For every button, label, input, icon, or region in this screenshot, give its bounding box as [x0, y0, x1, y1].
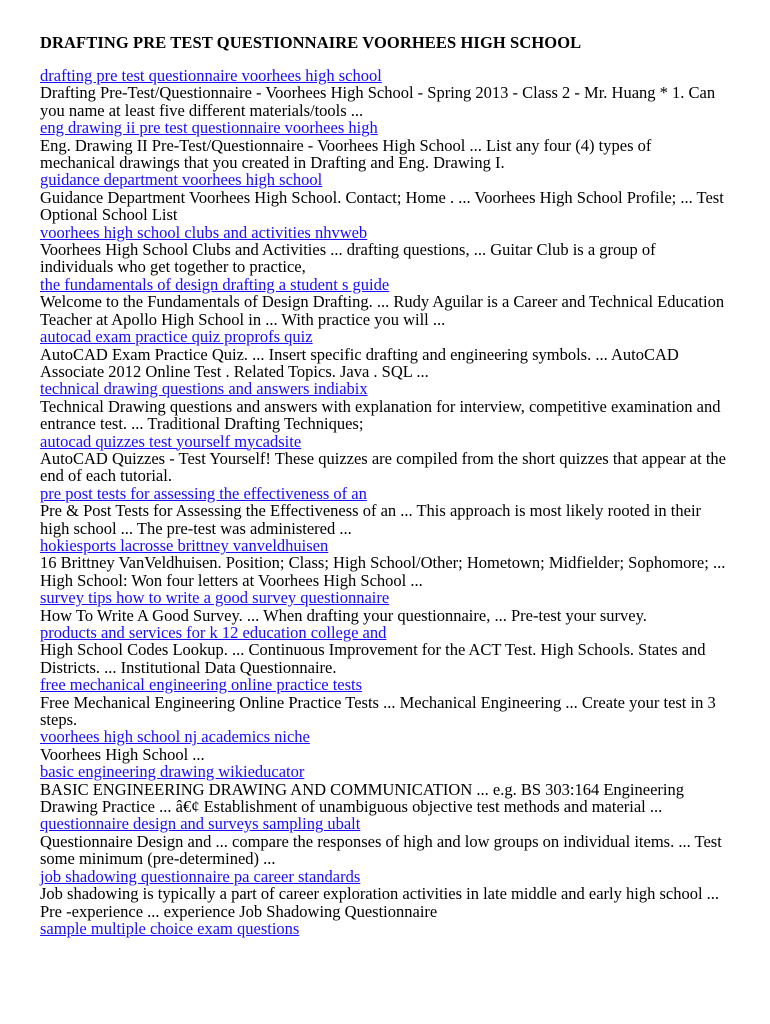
result-snippet: High School Codes Lookup. ... Continuous Improvement for the ACT Test. High Schools. States and Districts. ... Institutional Data Questionnaire. — [40, 640, 706, 677]
result-entry — [40, 276, 730, 328]
result-snippet: Pre & Post Tests for Assessing the Effectiveness of an ... This approach is most likely rooted in their high school ... The pre-test was administered ... — [40, 501, 702, 538]
result-link[interactable]: technical drawing questions and answers indiabix — [40, 379, 368, 399]
result-entry — [40, 920, 730, 937]
result-snippet: Voorhees High School ... — [40, 744, 205, 764]
result-entry — [40, 624, 730, 676]
result-snippet: Guidance Department Voorhees High School. Contact; Home . ... Voorhees High School Profile; ... Test Optional School List — [40, 187, 724, 225]
result-snippet: Job shadowing is typically a part of career exploration activities in late middle and early high school ... Pre -experience ... experience Job Shadowing Questionnaire — [40, 884, 720, 921]
result-link[interactable]: voorhees high school nj academics niche — [40, 727, 310, 747]
result-entry — [40, 224, 730, 276]
result-link[interactable]: survey tips how to write a good survey questionnaire — [40, 588, 390, 608]
result-link[interactable]: hokiesports lacrosse brittney vanveldhuisen — [40, 535, 329, 555]
result-entry — [40, 119, 730, 171]
result-snippet: Free Mechanical Engineering Online Practice Tests ... Mechanical Engineering ... Create your test in 3 steps. — [40, 692, 716, 730]
result-entry — [40, 67, 730, 119]
result-snippet: Drafting Pre-Test/Questionnaire - Voorhees High School - Spring 2013 - Class 2 - Mr. Huang * 1. Can you name at least five different materials/tools ... — [40, 83, 716, 120]
document-title: DRAFTING PRE TEST QUESTIONNAIRE VOORHEES HIGH SCHOOL — [40, 33, 582, 52]
result-snippet: 16 Brittney VanVeldhuisen. Position; Class; High School/Other; Hometown; Midfielder; Sophomore; ... High School: Won four letters at Voorhees High School ... — [40, 553, 726, 590]
result-snippet: Technical Drawing questions and answers with explanation for interview, competitive examination and entrance test. ... Traditional Drafting Techniques; — [40, 396, 721, 434]
result-link[interactable]: autocad exam practice quiz proprofs quiz — [40, 327, 313, 347]
result-snippet: Questionnaire Design and ... compare the responses of high and low groups on individual items. ... Test some minimum (pre-determined) ... — [40, 831, 722, 869]
result-entry — [40, 537, 730, 589]
result-link[interactable]: pre post tests for assessing the effectiveness of an — [40, 483, 367, 503]
result-link[interactable]: questionnaire design and surveys sampling ubalt — [40, 814, 361, 834]
result-link[interactable]: job shadowing questionnaire pa career standards — [40, 866, 361, 886]
result-link[interactable]: guidance department voorhees high school — [40, 170, 323, 190]
results-list — [40, 67, 730, 937]
result-entry — [40, 815, 730, 867]
result-entry — [40, 433, 730, 485]
result-link[interactable]: basic engineering drawing wikieducator — [40, 762, 305, 782]
result-link[interactable]: free mechanical engineering online practice tests — [40, 675, 363, 695]
result-snippet: AutoCAD Quizzes - Test Yourself! These quizzes are compiled from the short quizzes that appear at the end of each tutorial. — [40, 448, 726, 486]
result-entry — [40, 380, 730, 432]
result-snippet: BASIC ENGINEERING DRAWING AND COMMUNICATION ... e.g. BS 303:164 Engineering Drawing Practice ... â€¢ Establishment of unambiguous objective test methods and material ... — [40, 779, 684, 817]
result-link[interactable]: drafting pre test questionnaire voorhees high school — [40, 66, 382, 85]
result-entry — [40, 763, 730, 815]
result-snippet: Welcome to the Fundamentals of Design Drafting. ... Rudy Aguilar is a Career and Technical Education Teacher at Apollo High School in ... With practice you will ... — [40, 292, 725, 329]
result-entry — [40, 676, 730, 728]
result-link[interactable]: sample multiple choice exam questions — [40, 918, 300, 938]
result-snippet: Voorhees High School Clubs and Activities ... drafting questions, ... Guitar Club is a group of individuals who get together to practice, — [40, 240, 656, 277]
result-entry — [40, 328, 730, 380]
result-snippet: How To Write A Good Survey. ... When drafting your questionnaire, ... Pre-test your survey. — [40, 605, 647, 625]
result-link[interactable]: voorhees high school clubs and activities nhvweb — [40, 222, 368, 242]
result-entry — [40, 868, 730, 920]
result-entry — [40, 589, 730, 624]
result-link[interactable]: eng drawing ii pre test questionnaire voorhees high — [40, 118, 378, 138]
result-entry — [40, 485, 730, 537]
result-entry — [40, 171, 730, 223]
result-link[interactable]: products and services for k 12 education college and — [40, 623, 387, 642]
result-entry — [40, 728, 730, 763]
result-snippet: Eng. Drawing II Pre-Test/Questionnaire - Voorhees High School ... List any four (4) types of mechanical drawings that you created in Drafting and Eng. Drawing I. — [40, 135, 652, 173]
result-link[interactable]: autocad quizzes test yourself mycadsite — [40, 431, 302, 451]
result-link[interactable]: the fundamentals of design drafting a student s guide — [40, 274, 390, 294]
result-snippet: AutoCAD Exam Practice Quiz. ... Insert specific drafting and engineering symbols. ... AutoCAD Associate 2012 Online Test . Related Topics. Java . SQL ... — [40, 344, 679, 381]
